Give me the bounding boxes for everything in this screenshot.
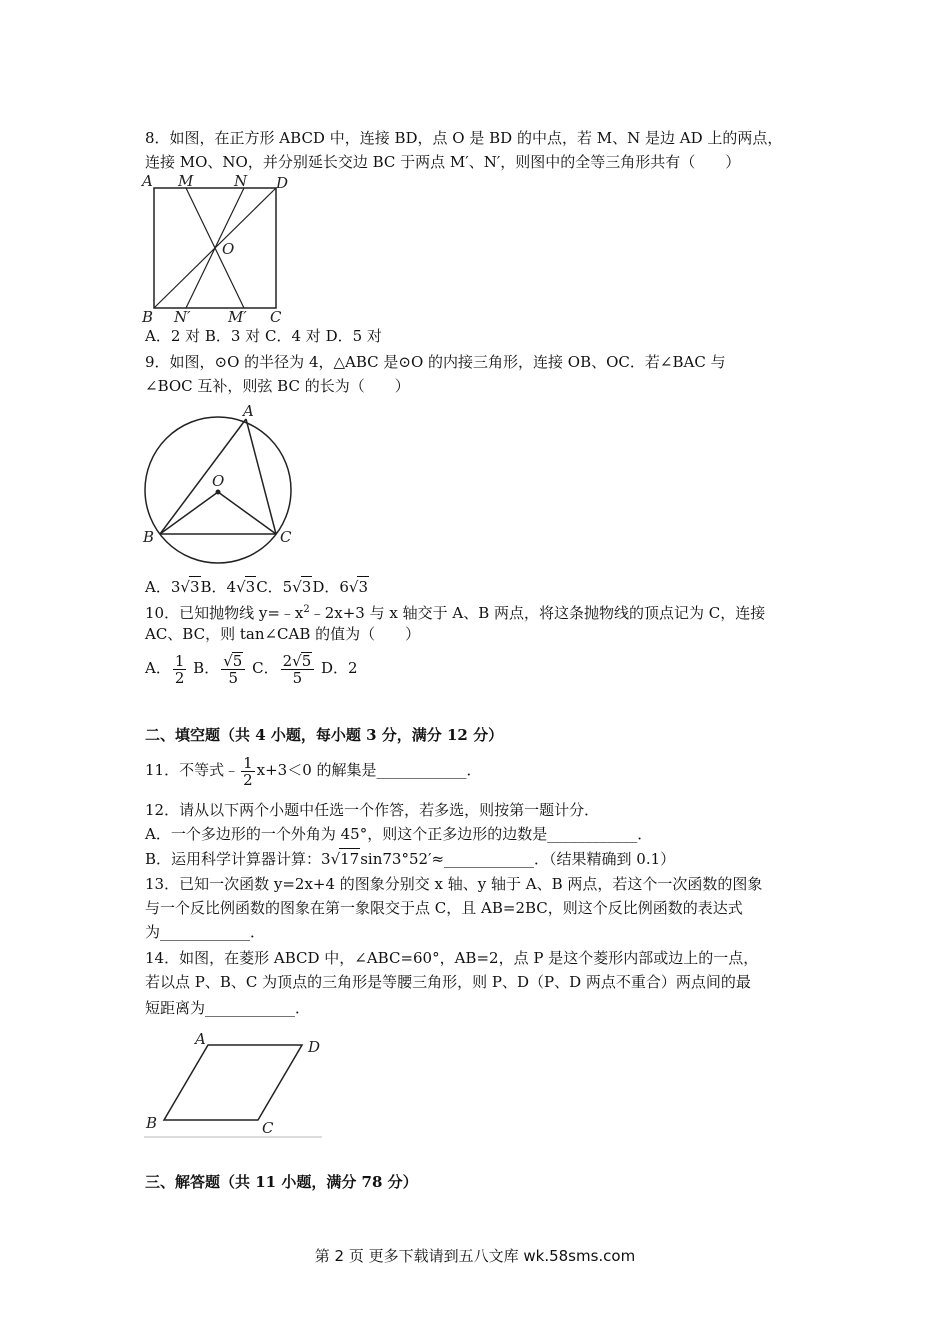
- q12-text-a: A．一个多边形的一个外角为 45°，则这个正多边形的边数是____________．: [145, 825, 653, 843]
- q12-text-line1: 12．请从以下两个小题中任选一个作答，若多选，则按第一题计分．: [145, 801, 600, 819]
- section3-heading: 三、解答题（共 11 小题，满分 78 分）: [145, 1173, 418, 1191]
- label-a: A: [243, 402, 254, 420]
- rhombus-abcd: [164, 1045, 302, 1120]
- q9-text-line2: ∠BOC 互补，则弦 BC 的长为（ ）: [145, 377, 410, 395]
- q13-text-line3: 为____________．: [145, 923, 266, 941]
- page-footer: 第 2 页 更多下载请到五八文库 wk.58sms.com: [314, 1247, 636, 1265]
- label-n-prime: N′: [174, 308, 191, 324]
- q13-text-line2: 与一个反比例函数的图象在第一象限交于点 C，且 AB=2BC，则这个反比例函数的表达式: [145, 899, 743, 917]
- label-m-prime: M′: [228, 308, 247, 324]
- label-c: C: [270, 308, 282, 324]
- side-ab: [160, 419, 246, 534]
- label-c: C: [280, 528, 292, 546]
- label-n: N: [234, 172, 248, 190]
- q14-rhombus-figure: [140, 1030, 325, 1142]
- q11-text: 11．不等式﹣ $\frac{1}{2}$ x+3＜0 的解集是____________．: [145, 753, 482, 789]
- q14-text-line2: 若以点 P、B、C 为顶点的三角形是等腰三角形，则 P、D（P、D 两点不重合）两点间的最: [145, 973, 751, 991]
- q10-text-line2: AC、BC，则 tan∠CAB 的值为（ ）: [145, 625, 421, 643]
- q8-square-figure: [140, 172, 300, 324]
- section2-heading: 二、填空题（共 4 小题，每小题 3 分，满分 12 分）: [145, 726, 504, 744]
- q14-text-line1: 14．如图，在菱形 ABCD 中，∠ABC=60°，AB=2，点 P 是这个菱形内部或边上的一点，: [145, 949, 759, 967]
- label-c: C: [262, 1119, 274, 1137]
- side-ac: [246, 419, 276, 534]
- q10-options: A． $\frac{1}{2}$ B． $\frac{√5}{5}$ C． $\frac{2√5}{5}$ D．2: [145, 651, 358, 687]
- label-b: B: [142, 308, 154, 324]
- radius-ob: [160, 492, 218, 534]
- label-b: B: [143, 528, 155, 546]
- q9-text-line1: 9．如图，⊙O 的半径为 4，△ABC 是⊙O 的内接三角形，连接 OB、OC．若∠BAC 与: [145, 353, 726, 371]
- q13-text-line1: 13．已知一次函数 y=2x+4 的图象分别交 x 轴、y 轴于 A、B 两点，若这个一次函数的图象: [145, 875, 763, 893]
- label-o: O: [222, 240, 235, 258]
- label-d: D: [308, 1038, 321, 1056]
- label-o: O: [212, 472, 225, 490]
- center-dot: [216, 490, 221, 495]
- q9-options: A．3√3B．4√3C．5√3D．6√3: [145, 578, 369, 596]
- q10-text-line1: 10．已知抛物线 $y=﹣x^2﹣2x+3$ 与 x 轴交于 A、B 两点，将这条抛物线的顶点记为 C，连接: [145, 604, 766, 622]
- q8-text-line1: 8．如图，在正方形 ABCD 中，连接 BD，点 O 是 BD 的中点，若 M、N 是边 AD 上的两点，: [145, 129, 783, 147]
- label-d: D: [276, 174, 289, 192]
- label-m: M: [178, 172, 194, 190]
- q9-circle-figure: [140, 402, 300, 568]
- label-b: B: [146, 1114, 158, 1132]
- q12-text-b: B．运用科学计算器计算：3√17sin73°52′≈____________．（结果精确到 0.1）: [145, 850, 676, 868]
- q14-text-line3: 短距离为____________．: [145, 999, 311, 1017]
- q8-text-line2: 连接 MO、NO，并分别延长交边 BC 于两点 M′、N′，则图中的全等三角形共有（ ）: [145, 153, 741, 171]
- label-a: A: [195, 1030, 206, 1048]
- q8-options: A．2 对 B．3 对 C．4 对 D．5 对: [145, 327, 382, 345]
- label-a: A: [142, 172, 153, 190]
